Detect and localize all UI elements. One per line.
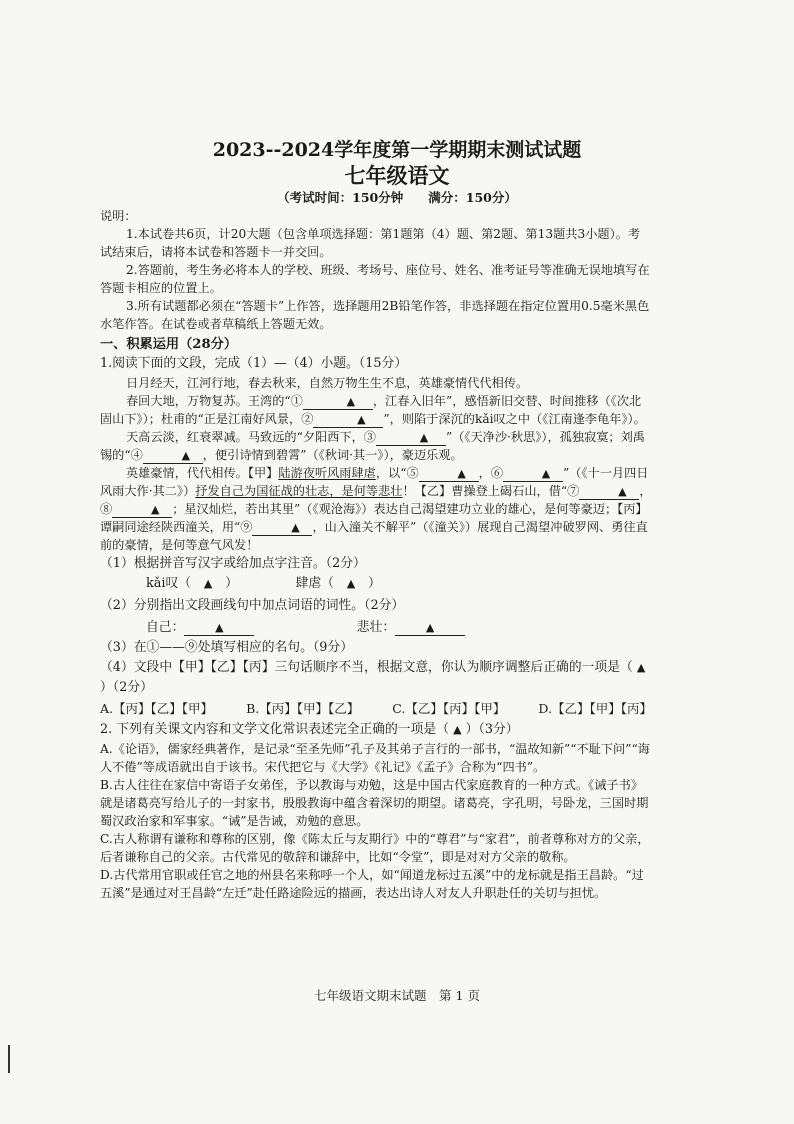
exam-title: 2023--2024学年度第一学期期末测试试题 <box>212 139 582 161</box>
answer-blank: ▲ <box>395 621 465 636</box>
answer-blank: ▲ <box>184 621 254 636</box>
answer-blank: ▲ <box>143 448 203 464</box>
page-footer: 七年级语文期末试题 第 1 页 <box>314 988 480 1003</box>
exam-content <box>100 207 652 902</box>
section-heading: 一、积累运用（28分） <box>100 337 238 352</box>
instruction-item-2: 2.答题前，考生务必将本人的学校、班级、考场号、座位号、姓名、准考证号等准确无误地填写在答题卡相应的位置上。 <box>100 263 650 295</box>
passage-paragraph-3: 天高云淡，红衰翠减。马致远的“夕阳西下，③ ▲ ”（《天净沙·秋思》），孤独寂寞；刘禹锡的“④ ▲ ，便引诗情到碧霄”（《秋词·其一》），豪迈乐观。 <box>100 430 645 462</box>
instruction-item-3: 3.所有试题都必须在“答题卡”上作答，选择题用2B铅笔作答，非选择题在指定位置用0.5毫米黑色水笔作答。在试卷或者草稿纸上答题无效。 <box>100 299 650 331</box>
q2-option-a: A.《论语》，儒家经典著作，是记录“至圣先师”孔子及其弟子言行的一部书，“温故知新”“不耻下问”“诲人不倦”等成语就出自于该书。宋代把它与《大学》《礼记》《孟子》合称为“四书”。 <box>100 742 650 774</box>
exam-info: （考试时间：150分钟 满分：150分） <box>277 190 517 205</box>
underlined-sentence: 抒发自己为国征战的壮志，是何等悲壮 <box>195 484 403 498</box>
q1-sub1: （1）根据拼音写汉字或给加点字注音。（2分） <box>100 556 366 571</box>
answer-blank: ▲ <box>419 466 479 482</box>
option-c: C.【乙】【丙】【甲】 <box>392 701 506 716</box>
passage-paragraph-4: 英雄豪情，代代相传。【甲】陆游夜听风雨肆虐，以“⑤ ▲ ，⑥ ▲ ”（《十一月四日风雨大作·其二》）抒发自己为国征战的壮志，是何等悲壮！【乙】曹操登上碣石山，借“⑦ ▲ ，⑧ ▲ ；星汉灿烂，若出其里”（《观沧海》）表达自己渴望建功立业的雄心，是何等豪迈；【丙】谭嗣同途经陕西潼关，用“⑨ ▲ ，山入潼关不解平”（《潼关》）展现自己渴望冲破罗网、勇往直前的豪情，是何等意气风发！ <box>100 466 652 552</box>
q1-sub2-answers: 自己： ▲ 悲壮： ▲ <box>100 618 652 638</box>
passage-paragraph-1: 日月经天，江河行地，春去秋来，自然万物生生不息，英雄豪情代代相传。 <box>126 376 529 390</box>
q2-option-d: D.古代常用官职或任官之地的州县名来称呼一个人，如“闻道龙标过五溪”中的龙标就是指王昌龄。“过五溪”是通过对王昌龄“左迁”赴任路途险远的描画，表达出诗人对友人升职赴任的关切与担忧。 <box>100 868 644 900</box>
answer-blank: ▲ <box>579 484 639 500</box>
option-a: A.【丙】【乙】【甲】 <box>100 701 214 716</box>
q1-sub1-answers: kǎi叹（ ▲ ） 肆虐（ ▲ ） <box>146 576 381 591</box>
answer-blank: ▲ <box>303 394 373 410</box>
option-b: B.【丙】【甲】【乙】 <box>246 701 360 716</box>
q2-option-c: C.古人称谓有谦称和尊称的区别，像《陈太丘与友期行》中的“尊君”与“家君”，前者尊称对方的父亲，后者谦称自己的父亲。古代常见的敬辞和谦辞中，比如“令堂”，即是对对方父亲的敬称。 <box>100 832 650 864</box>
q1-stem: 1.阅读下面的文段，完成（1）—（4）小题。（15分） <box>100 356 408 371</box>
answer-blank: ▲ <box>112 502 172 518</box>
q1-sub3: （3）在①——⑨处填写相应的名句。（9分） <box>100 640 354 655</box>
instruction-item-1: 1.本试卷共6页，计20大题（包含单项选择题：第1题第（4）题、第2题、第13题共3小题）。考试结束后，请将本试卷和答题卡一并交回。 <box>100 227 641 259</box>
q2-stem: 2. 下列有关课文内容和文学文化常识表述完全正确的一项是（ ▲ ）（3分） <box>100 722 519 737</box>
answer-blank: ▲ <box>503 466 563 482</box>
q1-options <box>100 698 652 720</box>
option-d: D.【乙】【甲】【丙】 <box>538 701 652 716</box>
q1-sub4: （4）文段中【甲】【乙】【丙】三句话顺序不当，根据文意，你认为顺序调整后正确的一项是（ ▲ ）（2分） <box>100 660 646 695</box>
q1-sub2: （2）分别指出文段画线句中加点词语的词性。（2分） <box>100 598 405 613</box>
q2-option-b: B.古人往往在家信中寄语子女弟侄，予以教诲与劝勉，这是中国古代家庭教育的一种方式。《诫子书》就是诸葛亮写给儿子的一封家书，殷殷教诲中蕴含着深切的期望。诸葛亮，字孔明，号卧龙，三国时期蜀汉政治家和军事家。“诫”是告诫，劝勉的意思。 <box>100 778 649 828</box>
answer-blank: ▲ <box>252 520 312 536</box>
scan-mark <box>8 1045 10 1073</box>
answer-blank: ▲ <box>376 430 446 446</box>
passage-paragraph-2: 春回大地，万物复苏。王湾的“① ▲ ，江春入旧年”，感悟新旧交替、时间推移（《次北固山下》）；杜甫的“正是江南好风景，② ▲ ”，则陷于深沉的kǎi叹之中（《江南逢李龟年》）。 <box>100 394 646 426</box>
underlined-sentence: 陆游夜听风雨肆虐 <box>278 466 376 480</box>
answer-blank: ▲ <box>313 412 383 428</box>
instructions-label: 说明： <box>100 209 137 223</box>
exam-subject: 七年级语文 <box>344 163 450 188</box>
